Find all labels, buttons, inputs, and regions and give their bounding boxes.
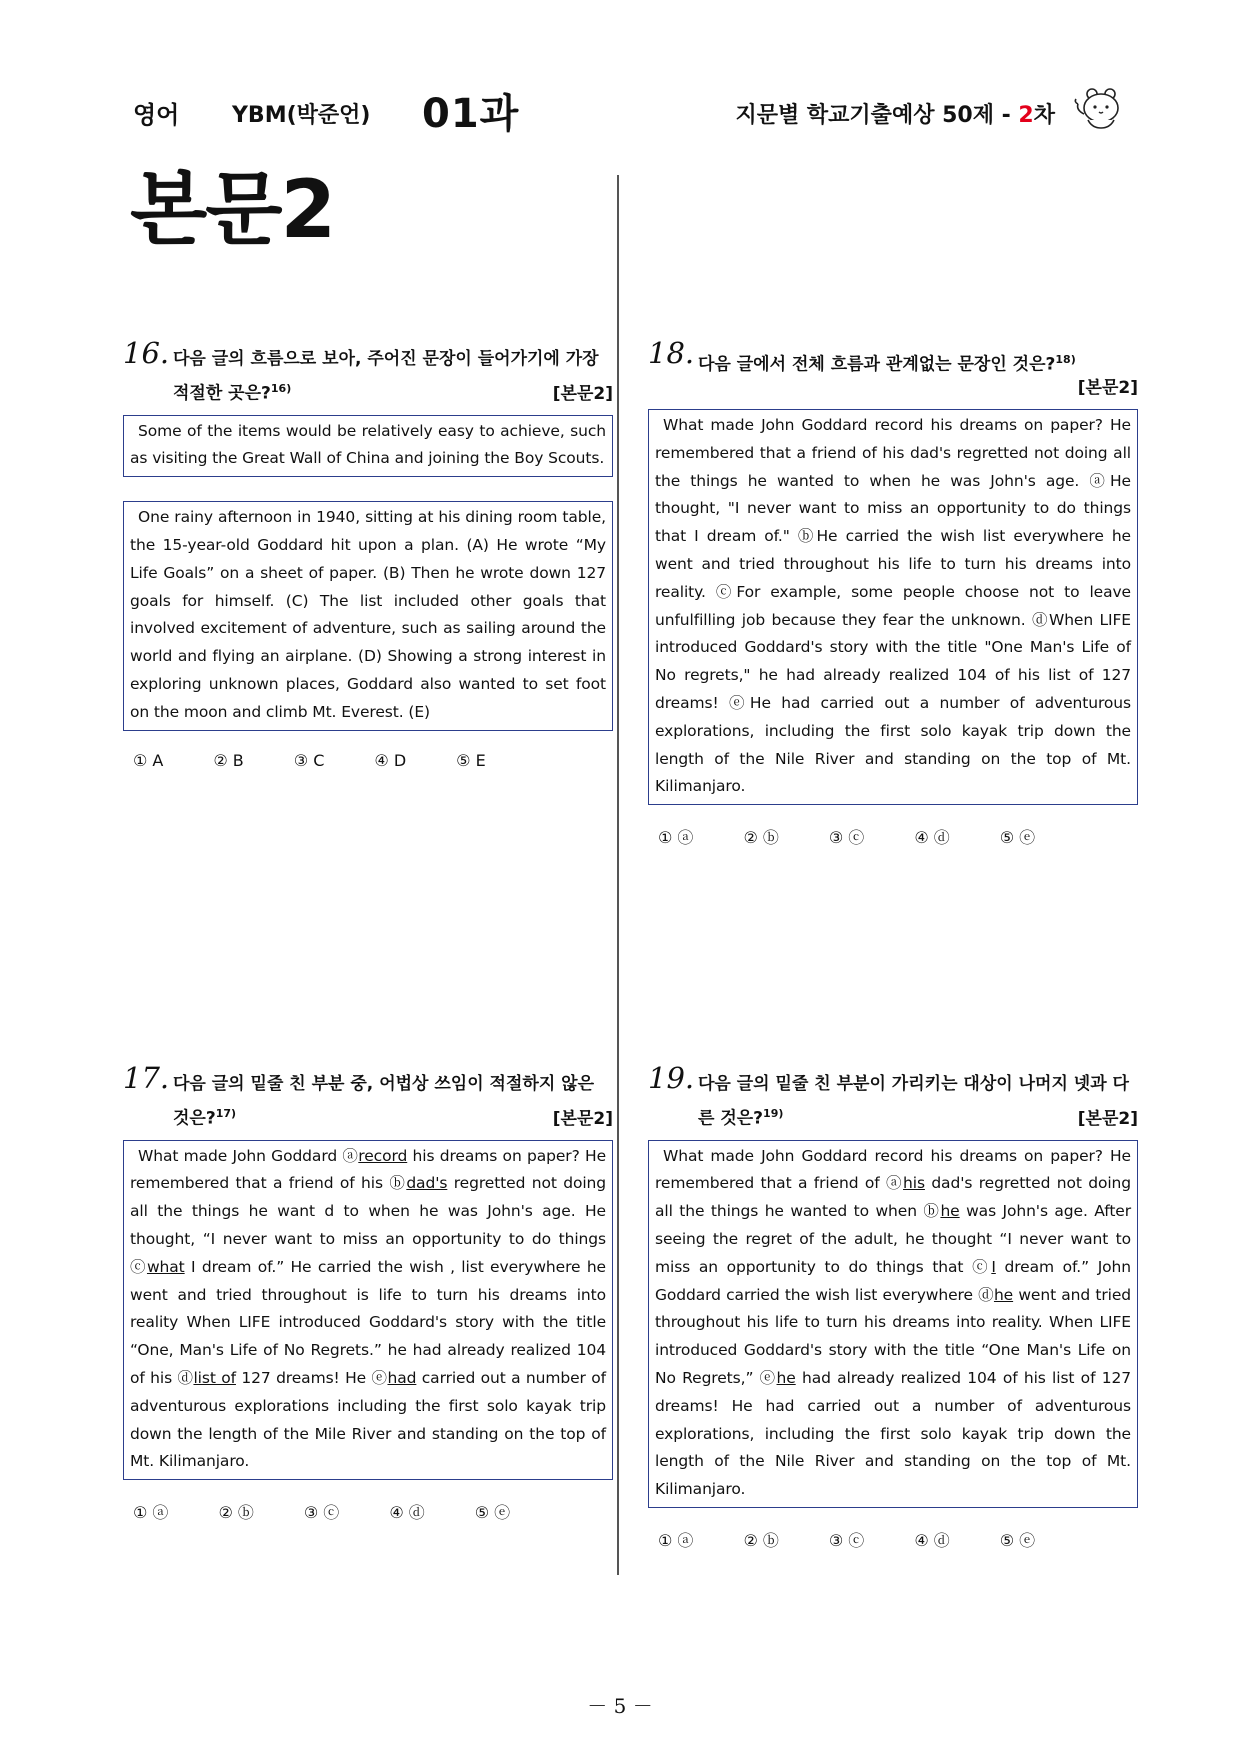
choice-5[interactable]: ⑤ E [456, 750, 486, 770]
choice-3[interactable]: ③ ⓒ [828, 828, 865, 848]
choice-2[interactable]: ② B [213, 750, 244, 770]
question-number: 19. [648, 1061, 695, 1095]
passage-tag: [본문2] [1077, 1108, 1138, 1129]
choice-1[interactable]: ① A [133, 750, 164, 770]
choice-5[interactable]: ⑤ ⓔ [999, 828, 1036, 848]
underlined-d: list of [193, 1369, 236, 1388]
passage-box [648, 1140, 1138, 1508]
question-16 [123, 336, 613, 770]
question-prompt: 다음 글의 흐름으로 보아, 주어진 문장이 들어가기에 가장 적절한 곳은? [173, 349, 599, 404]
passage-tag: [본문2] [552, 383, 613, 404]
footnote-ref: 19) [763, 1107, 784, 1120]
series-prefix: 지문별 학교기출예상 50제 - [735, 103, 1019, 128]
given-sentence: Some of the items would be relatively easy to achieve, such as visiting the Great Wall of China and joining the Boy Scouts. [130, 421, 606, 468]
choice-2[interactable]: ② ⓑ [743, 828, 779, 848]
lesson-label: 01과 [422, 91, 520, 137]
given-sentence-box [123, 415, 613, 478]
publisher-label: YBM(박준언) [232, 103, 371, 128]
passage-text: One rainy afternoon in 1940, sitting at his dining room table, the 15-year-old Goddard hit upon a plan. (A) He wrote “My Life Goals” on a sheet of paper. (B) Then he wrote down 127 goals for himself. (C) The list included other goals that involved excitement of adventure, such as sailing around the world and flying an airplane. (D) Showing a strong interest in exploring unknown places, Goddard also wanted to set foot on the moon and climb Mt. Everest. (E) [130, 508, 606, 721]
choice-3[interactable]: ③ ⓒ [303, 1503, 340, 1523]
choice-3[interactable]: ③ C [293, 750, 325, 770]
series-number: 2 [1018, 103, 1034, 128]
series-label [736, 98, 1055, 129]
answer-choices [123, 751, 613, 770]
underlined-a: record [358, 1146, 408, 1165]
choice-4[interactable]: ④ ⓓ [389, 1503, 425, 1523]
question-17 [123, 1061, 613, 1523]
choice-5[interactable]: ⑤ ⓔ [474, 1503, 511, 1523]
underlined-a: his [903, 1174, 925, 1193]
question-18 [648, 336, 1138, 848]
footnote-ref: 18) [1055, 353, 1076, 366]
answer-choices [648, 825, 1138, 848]
choice-1[interactable]: ① ⓐ [658, 1531, 694, 1551]
column-divider [617, 175, 619, 1575]
question-number: 16. [123, 336, 170, 370]
choice-3[interactable]: ③ ⓒ [828, 1531, 865, 1551]
question-header [648, 336, 1138, 403]
bear-mascot-icon [1072, 86, 1124, 132]
question-number: 17. [123, 1061, 170, 1095]
passage-box [648, 409, 1138, 805]
footnote-ref: 16) [270, 382, 292, 395]
underlined-c: what [146, 1257, 185, 1276]
question-prompt: 다음 글의 밑줄 친 부분 중, 어법상 쓰임이 적절하지 않은 것은? [173, 1074, 595, 1129]
series-suffix: 차 [1033, 103, 1055, 128]
subject-label: 영어 [133, 101, 180, 129]
choice-1[interactable]: ① ⓐ [658, 828, 694, 848]
passage-text: What made John Goddard record his dreams on paper? He remembered that a friend of ⓐhis dad's regretted not doing all the things he wanted to when ⓑhe was John's age. After seeing the regret of the adult, he thought “I never want to miss an opportunity to do things that ⓒI dream of.” John Goddard carried the wish list everywhere ⓓhe went and tried throughout his life to turn his dreams into reality. When LIFE introduced Goddard's story with the title “One Man's Life on No Regrets,” ⓔhe had already realized 104 of his list of 127 dreams! He had carried out a number of adventurous explorations, including the first solo kayak trip down the length of the Nile River and standing on the top of Mt. Kilimanjaro. [655, 1146, 1132, 1499]
question-header [123, 1061, 613, 1134]
choice-2[interactable]: ② ⓑ [218, 1503, 254, 1523]
underlined-d: he [993, 1285, 1014, 1304]
passage-tag: [본문2] [1077, 378, 1138, 398]
choice-5[interactable]: ⑤ ⓔ [999, 1531, 1036, 1551]
choice-4[interactable]: ④ ⓓ [914, 828, 950, 848]
footnote-ref: 17) [215, 1107, 237, 1120]
underlined-b: dad's [406, 1174, 448, 1193]
choice-4[interactable]: ④ D [374, 750, 407, 770]
question-prompt: 다음 글에서 전체 흐름과 관계없는 문장인 것은? [698, 354, 1056, 375]
answer-choices [648, 1528, 1138, 1551]
underlined-b: he [940, 1202, 960, 1221]
passage-box [123, 501, 613, 730]
question-19 [648, 1061, 1138, 1551]
question-header [648, 1061, 1138, 1134]
passage-tag: [본문2] [552, 1108, 613, 1129]
section-title: 본문2 [130, 163, 335, 256]
passage-box [123, 1140, 613, 1481]
choice-4[interactable]: ④ ⓓ [914, 1531, 950, 1551]
choice-2[interactable]: ② ⓑ [743, 1531, 779, 1551]
answer-choices [123, 1500, 613, 1523]
passage-text: What made John Goddard record his dreams on paper? He remembered that a friend of his dad's regretted not doing all the things he wanted to when he was John's age. ⓐHe thought, "I never want to miss an opportunity to do things that I dream of." ⓑHe carried the wish list everywhere he went and tried throughout his life to turn his dreams into reality. ⓒFor example, some people choose not to leave unfulfilling job because they fear the unknown. ⓓWhen LIFE introduced Goddard's story with the title "One Man's Life of No regrets," he had already realized 104 of his list of 127 dreams! ⓔHe had carried out a number of adventurous explorations, including the first solo kayak trip down the length of the Nile River and standing on the top of Mt. Kilimanjaro. [655, 416, 1131, 796]
underlined-e: had [387, 1369, 417, 1388]
passage-text: What made John Goddard ⓐrecord his dreams on paper? He remembered that a friend of his ⓑdad's regretted not doing all the things he want d to when he was John's age. He thought, “I never want to miss an opportunity to do things ⓒwhat I dream of.” He carried the wish , list everywhere he went and tried throughout is life to turn his dreams into reality When LIFE introduced Goddard's story with the title “One, Man's Life of No Regrets.” he had already realized 104 of his ⓓlist of 127 dreams! He ⓔhad carried out a number of adventurous explorations including the first solo kayak trip down the length of the Mile River and standing on the top of Mt. Kilimanjaro. [130, 1146, 607, 1471]
question-prompt: 다음 글의 밑줄 친 부분이 가리키는 대상이 나머지 넷과 다른 것은? [698, 1074, 1129, 1129]
page-number: － 5 － [587, 1694, 653, 1718]
underlined-c: I [991, 1257, 996, 1276]
underlined-e: he [776, 1369, 796, 1388]
question-number: 18. [648, 336, 695, 370]
question-header [123, 336, 613, 409]
choice-1[interactable]: ① ⓐ [133, 1503, 169, 1523]
